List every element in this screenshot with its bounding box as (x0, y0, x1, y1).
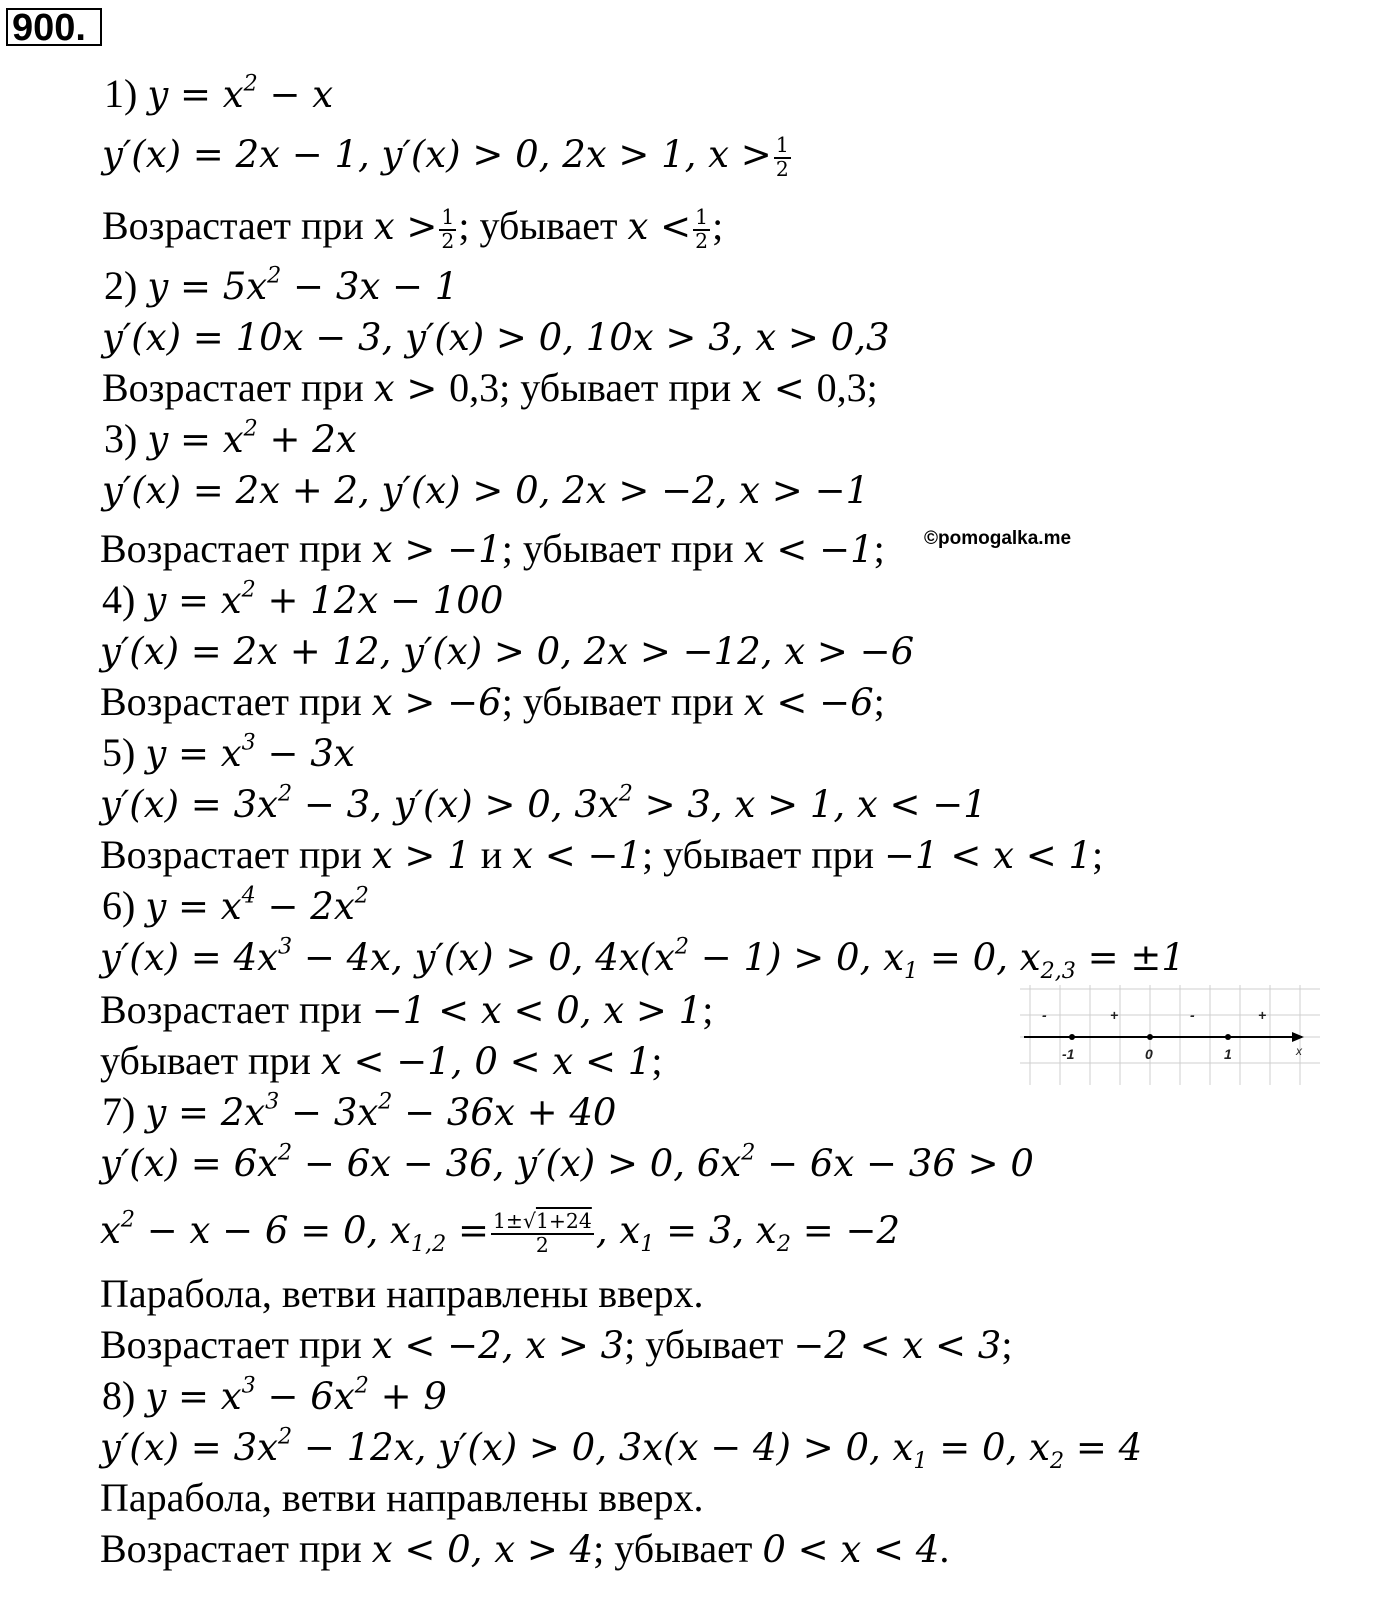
line-16: 6) $y = x^4 - 2x^2$ (102, 882, 369, 928)
line-15: Возрастает при x > 1 и x < −1; убывает при −1 < x < 1; (100, 832, 1104, 877)
sign-label: - (1190, 1007, 1195, 1023)
point-marker (1147, 1034, 1153, 1040)
line-13: 5) $y = x^3 - 3x$ (102, 729, 355, 775)
sign-label: + (1258, 1007, 1267, 1023)
line-6: Возрастает при x > 0,3; убывает при x < 0,3; (102, 365, 878, 410)
line-24: Возрастает при x < −2, x > 3; убывает −2 < x < 3; (100, 1322, 1013, 1367)
number-line-diagram (1020, 985, 1320, 1085)
line-12: Возрастает при x > −6; убывает при x < −6; (100, 679, 885, 724)
line-9: Возрастает при x > −1; убывает при x < −1; (100, 526, 885, 571)
sign-label: + (1110, 1007, 1119, 1023)
line-4: 2) $y = 5x^2 - 3x - 1$ (104, 262, 459, 308)
line-7: 3) $y = x^2 + 2x$ (104, 415, 357, 461)
axis-label: x (1296, 1044, 1302, 1058)
line-27: Парабола, ветви направлены вверх. (100, 1475, 704, 1520)
line-11: y′(x) = 2x + 12, y′(x) > 0, 2x > −12, x > −6 (100, 630, 915, 673)
line-25: 8) $y = x^3 - 6x^2 + 9$ (102, 1372, 447, 1418)
line-21: $y'(x) = 6x^2 - 6x - 36$, y′(x) > 0, $6x^2 - 6x - 36 > 0$ (100, 1139, 1034, 1185)
line-14: $y'(x) = 3x^2 - 3$, y′(x) > 0, $3x^2 > 3$, x > 1, x < −1 (100, 780, 987, 826)
watermark: ©pomogalka.me (924, 528, 1072, 549)
line-17: $y'(x) = 4x^3 - 4x$, y′(x) > 0, $4x(x^2 - 1) > 0$, $x_1 = 0$, $x_{2,3} = \pm 1$ (100, 933, 1185, 984)
point-marker (1225, 1034, 1231, 1040)
task-number: 900. (6, 8, 102, 46)
line-19: убывает при x < −1, 0 < x < 1; (100, 1038, 663, 1083)
line-26: $y'(x) = 3x^2 - 12x$, y′(x) > 0, 3x(x − 4) > 0, $x_1 = 0$, $x_2 = 4$ (100, 1423, 1143, 1474)
point-label: -1 (1062, 1046, 1075, 1062)
line-18: Возрастает при −1 < x < 0, x > 1; (100, 987, 714, 1032)
line-8: y′(x) = 2x + 2, y′(x) > 0, 2x > −2, x > −1 (102, 469, 870, 512)
point-label: 1 (1224, 1046, 1232, 1062)
line-3: Возрастает при x > $\frac{1}{2}$ ; убывает x < $\frac{1}{2}$ ; (102, 203, 724, 253)
sign-label: - (1042, 1007, 1047, 1023)
line-28: Возрастает при x < 0, x > 4; убывает 0 < x < 4. (100, 1526, 950, 1571)
line-23: Парабола, ветви направлены вверх. (100, 1271, 704, 1316)
axis-arrow-icon (1292, 1032, 1304, 1042)
fraction: $\frac{1}{2}$ (775, 133, 789, 181)
line-20: 7) $y = 2x^3 - 3x^2 - 36x + 40$ (102, 1088, 617, 1134)
line-2: y′(x) = 2x − 1, y′(x) > 0, 2x > 1, x > $\frac{1}{2}$ (102, 133, 789, 181)
line-10: 4) $y = x^2 + 12x - 100$ (102, 576, 504, 622)
line-1: 1) $y = x^2 - x$ (104, 70, 334, 116)
point-label: 0 (1145, 1046, 1153, 1062)
line-5: y′(x) = 10x − 3, y′(x) > 0, 10x > 3, x > 0,3 (102, 316, 890, 359)
point-marker (1069, 1034, 1075, 1040)
line-22: $x^2 - x - 6 = 0$, $x_{1,2}$ = $\frac{1\pm√1+24}{2}$ , $x_1 = 3$, $x_2 = -2$ (100, 1206, 901, 1257)
